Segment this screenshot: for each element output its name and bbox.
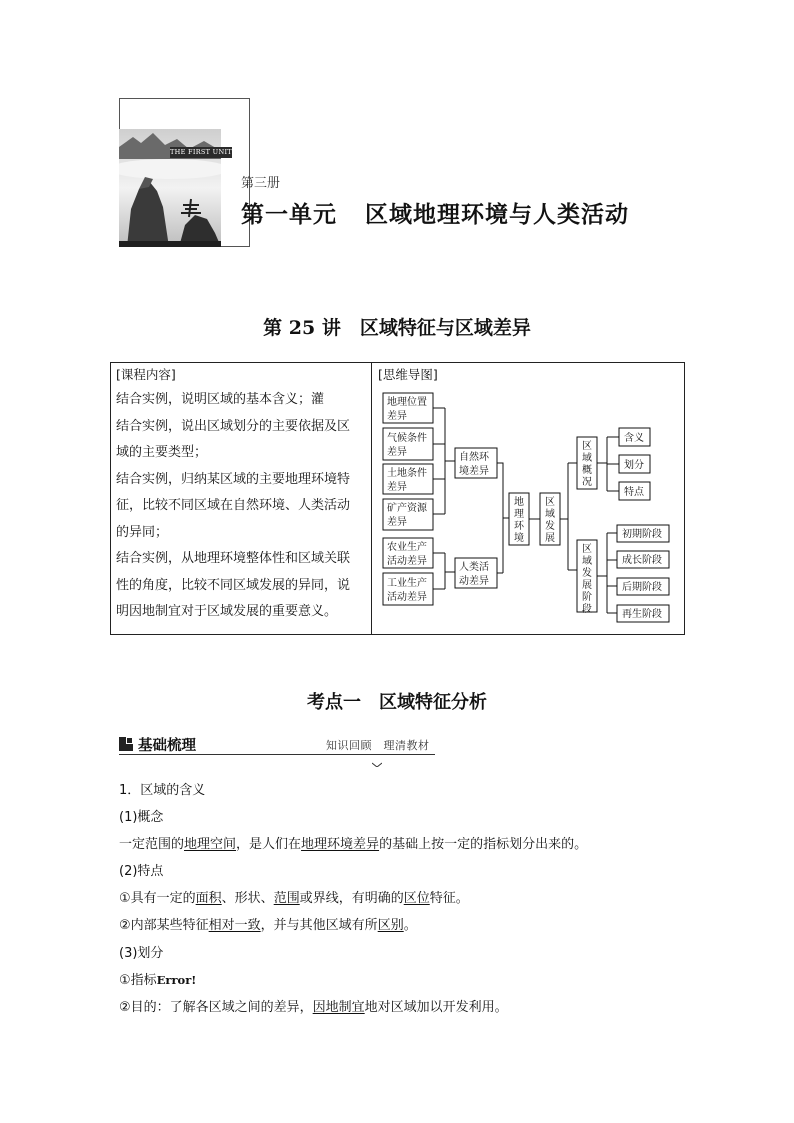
svg-text:差异: 差异 xyxy=(387,517,407,528)
svg-text:活动差异: 活动差异 xyxy=(387,592,427,603)
overview-item-box xyxy=(619,428,650,446)
svg-text:段: 段 xyxy=(582,604,592,615)
content-line: 结合实例，归纳某区域的主要地理环境特 xyxy=(116,471,351,487)
svg-text:地理位置: 地理位置 xyxy=(387,397,427,408)
svg-text:含义: 含义 xyxy=(624,433,644,444)
svg-text:划分: 划分 xyxy=(624,460,644,471)
svg-text:展: 展 xyxy=(582,580,592,591)
unit-number: 第一单元 xyxy=(241,202,337,228)
unit-title xyxy=(241,196,629,229)
svg-text:展: 展 xyxy=(545,533,555,544)
overview-item-box xyxy=(619,482,650,500)
region-overview-box xyxy=(577,437,597,489)
svg-text:境差异: 境差异 xyxy=(459,466,489,477)
svg-text:自然环: 自然环 xyxy=(459,452,489,463)
concept-label: (1)概念 xyxy=(119,810,164,825)
development-stages-box xyxy=(577,540,597,615)
svg-text:差异: 差异 xyxy=(387,411,407,422)
error-text: Error! xyxy=(156,973,197,987)
svg-text:概: 概 xyxy=(582,465,592,476)
stage-box xyxy=(617,605,669,622)
division-label: (3)划分 xyxy=(119,946,164,961)
course-content-text xyxy=(116,387,370,626)
factor-box xyxy=(383,464,433,494)
stage-box xyxy=(617,525,669,542)
blank-answer: 区别 xyxy=(377,918,404,933)
human-activity-box xyxy=(455,558,497,588)
svg-text:差异: 差异 xyxy=(387,447,407,458)
svg-text:农业生产: 农业生产 xyxy=(387,542,427,553)
svg-text:发: 发 xyxy=(545,521,555,532)
content-line: 结合实例，说出区域划分的主要依据及区 xyxy=(116,418,351,434)
overview-item-box xyxy=(619,455,650,473)
svg-text:矿产资源: 矿产资源 xyxy=(387,503,427,514)
content-line: 结合实例，从地理环境整体性和区域关联 xyxy=(116,551,351,566)
content-line: 征，比较不同区域在自然环境、人类活动 xyxy=(116,498,351,513)
basic-review-label: 基础梳理 xyxy=(138,738,196,754)
section-rule xyxy=(119,754,435,755)
content-line: 结合实例，说明区域的基本含义；灌 xyxy=(116,392,325,407)
stage-box xyxy=(617,578,669,595)
unit-name: 区域地理环境与人类活动 xyxy=(365,202,629,228)
svg-text:域: 域 xyxy=(582,453,592,464)
svg-text:环: 环 xyxy=(514,521,524,532)
svg-text:人类活: 人类活 xyxy=(459,562,489,573)
mindmap-header: [思维导图] xyxy=(378,367,438,382)
svg-text:工业生产: 工业生产 xyxy=(387,578,427,589)
section-marker-icon xyxy=(119,736,133,750)
content-line: 域的主要类型； xyxy=(116,445,208,460)
svg-text:动差异: 动差异 xyxy=(459,576,489,587)
factor-box xyxy=(383,499,433,530)
mind-map xyxy=(372,380,684,634)
svg-text:地: 地 xyxy=(514,497,524,508)
content-line: 性的角度，比较不同区域发展的异同，说 xyxy=(116,577,351,593)
rule-notch-icon xyxy=(372,752,382,758)
feature-1: ①具有一定的面积、形状、范围或界线，有明确的区位特征。 xyxy=(119,891,469,906)
content-line: 明因地制宜对于区域发展的重要意义。 xyxy=(116,604,338,619)
svg-text:发: 发 xyxy=(582,568,592,579)
svg-text:域: 域 xyxy=(582,556,592,567)
unit-banner: THE FIRST UNIT xyxy=(170,148,232,156)
lecture-title: 第 25 讲 区域特征与区域差异 xyxy=(263,317,531,339)
features-label: (2)特点 xyxy=(119,864,164,879)
factor-box xyxy=(383,573,433,605)
blank-answer: 地理环境差异 xyxy=(301,837,380,852)
feature-2: ②内部某些特征相对一致，并与其他区域有所区别。 xyxy=(119,918,417,933)
blank-answer: 因地制宜 xyxy=(312,1000,365,1015)
blank-answer: 地理空间 xyxy=(184,837,237,852)
svg-text:境: 境 xyxy=(514,533,524,544)
svg-text:区: 区 xyxy=(545,497,555,508)
blank-answer: 范围 xyxy=(273,891,300,906)
content-line: 的异同； xyxy=(116,524,169,540)
division-2: ②目的：了解各区域之间的差异，因地制宜地对区域加以开发利用。 xyxy=(119,1000,508,1015)
svg-text:特点: 特点 xyxy=(624,487,644,498)
division-1: ①指标Error! xyxy=(119,973,197,988)
regional-development-box xyxy=(540,493,560,545)
section-title: 考点一 区域特征分析 xyxy=(307,692,487,713)
basic-review-subtitle: 知识回顾 理清教材 xyxy=(326,739,430,752)
svg-text:土地条件: 土地条件 xyxy=(387,468,427,479)
factor-box xyxy=(383,538,433,568)
blank-answer: 面积 xyxy=(195,891,222,906)
blank-answer: 区位 xyxy=(403,891,430,906)
svg-text:阶: 阶 xyxy=(582,592,592,603)
svg-text:区: 区 xyxy=(582,544,592,555)
natural-environment-box xyxy=(455,448,497,478)
stage-box xyxy=(617,551,669,568)
svg-text:成长阶段: 成长阶段 xyxy=(622,555,662,566)
svg-text:况: 况 xyxy=(582,477,592,488)
svg-text:理: 理 xyxy=(514,509,524,520)
svg-text:域: 域 xyxy=(545,509,555,520)
svg-text:初期阶段: 初期阶段 xyxy=(622,529,662,540)
concept-text: 一定范围的地理空间，是人们在地理环境差异的基础上按一定的指标划分出来的。 xyxy=(119,837,588,852)
svg-text:活动差异: 活动差异 xyxy=(387,556,427,567)
factor-box xyxy=(383,428,433,460)
svg-text:再生阶段: 再生阶段 xyxy=(622,609,662,620)
svg-text:区: 区 xyxy=(582,441,592,452)
blank-answer: 相对一致 xyxy=(208,918,261,933)
svg-text:差异: 差异 xyxy=(387,482,407,493)
volume-label: 第三册 xyxy=(241,176,281,191)
svg-text:气候条件: 气候条件 xyxy=(387,433,427,444)
course-content-header: [课程内容] xyxy=(116,367,176,382)
factor-box xyxy=(383,393,433,423)
heading-region-meaning: 1．区域的含义 xyxy=(119,783,206,798)
svg-text:后期阶段: 后期阶段 xyxy=(622,582,662,593)
geographic-environment-box xyxy=(509,493,529,545)
